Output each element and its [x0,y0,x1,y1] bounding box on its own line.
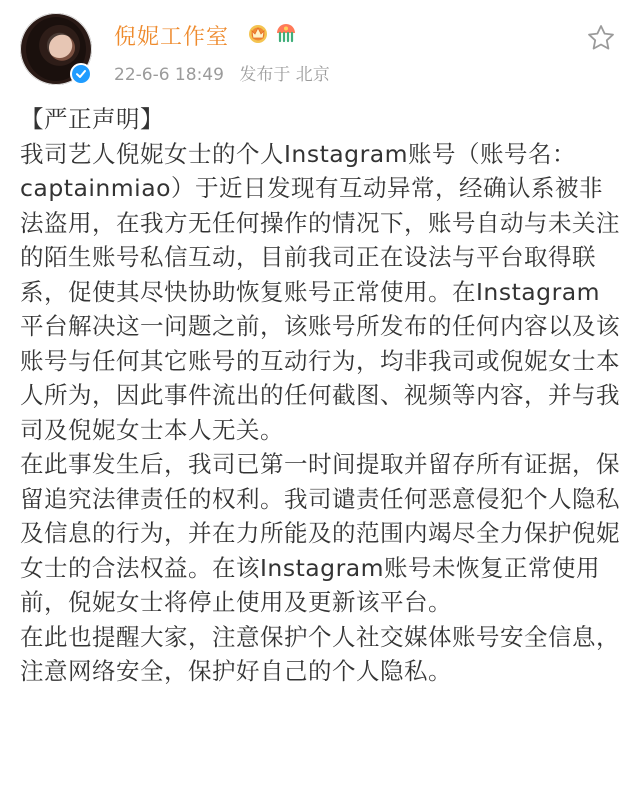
user-badges [246,21,298,45]
verified-icon [70,63,92,85]
post-paragraph: 我司艺人倪妮女士的个人Instagram账号（账号名：captainmiao）于近日发现有互动异常，经确认系被非法盗用，在我方无任何操作的情况下，账号自动与未关注的陌生账号私信互动，目前我司正在设法与平台取得联系，促使其尽快协助恢复账号正常使用。在Instagram平台解决这一问题之前，该账号所发布的任何内容以及该账号与任何其它账号的互动行为，均非我司或倪妮女士本人所为，因此事件流出的任何截图、视频等内容，并与我司及倪妮女士本人无关。 [20,139,620,444]
post-heading: 【严正声明】 [20,105,164,133]
post-paragraph: 在此事发生后，我司已第一时间提取并留存所有证据，保留追究法律责任的权利。我司谴责任何恶意侵犯个人隐私及信息的行为，并在力所能及的范围内竭尽全力保护倪妮女士的合法权益。在该Instagram账号未恢复正常使用前，倪妮女士将停止使用及更新该平台。 [20,450,620,616]
post-source: 发布于 北京 [239,65,330,85]
post-header [0,0,640,96]
post-meta [114,60,340,85]
post-date: 22-6-6 18:49 [114,65,224,85]
fan-badge-icon[interactable] [274,21,298,45]
post-content [20,102,620,689]
crown-badge-icon[interactable] [246,21,270,45]
username-link[interactable]: 倪妮工作室 [114,25,230,50]
star-icon[interactable] [586,23,616,53]
post-paragraph: 在此也提醒大家，注意保护个人社交媒体账号安全信息，注意网络安全，保护好自己的个人隐私。 [20,622,620,685]
